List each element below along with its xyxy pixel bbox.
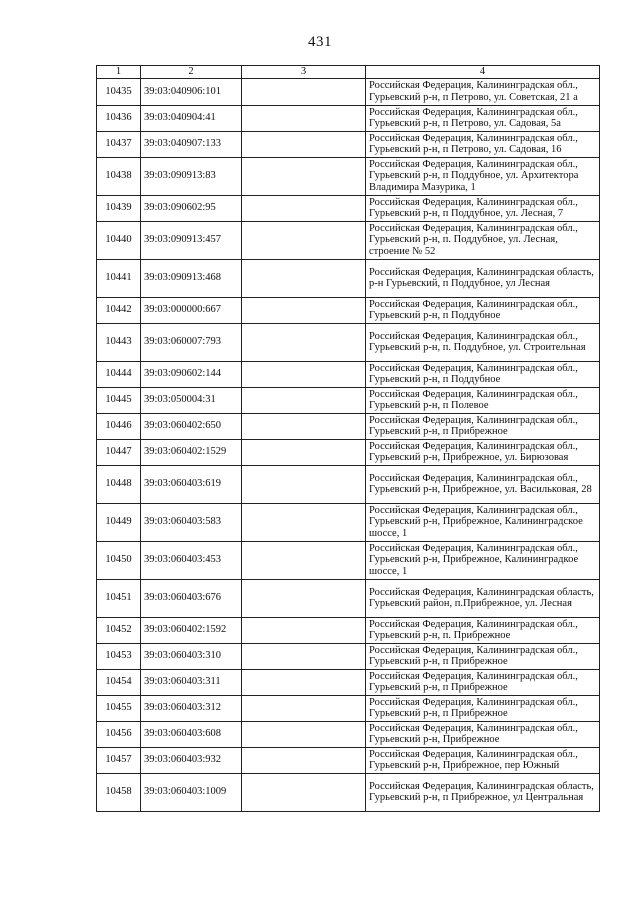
row-number-cell: 10438 <box>97 157 141 195</box>
table-row <box>97 157 600 195</box>
address-cell: Российская Федерация, Калининградская область, р-н Гурьевский, п Поддубное, ул Лесная <box>366 259 600 297</box>
empty-cell <box>242 773 366 811</box>
cadastral-number-cell: 39:03:040904:41 <box>141 105 242 131</box>
header-col-1: 1 <box>97 66 141 79</box>
row-number-cell: 10452 <box>97 617 141 643</box>
table-row <box>97 361 600 387</box>
header-col-2: 2 <box>141 66 242 79</box>
address-cell: Российская Федерация, Калининградская обл., Гурьевский р-н, п Прибрежное <box>366 413 600 439</box>
table-row <box>97 221 600 259</box>
table-row <box>97 259 600 297</box>
cadastral-number-cell: 39:03:060403:932 <box>141 747 242 773</box>
row-number-cell: 10448 <box>97 465 141 503</box>
row-number-cell: 10439 <box>97 195 141 221</box>
empty-cell <box>242 361 366 387</box>
table-row <box>97 297 600 323</box>
address-cell: Российская Федерация, Калининградская обл., Гурьевский р-н, п Поддубное <box>366 361 600 387</box>
table-row <box>97 78 600 105</box>
table-row <box>97 773 600 811</box>
row-number-cell: 10456 <box>97 721 141 747</box>
table-row <box>97 387 600 413</box>
address-cell: Российская Федерация, Калининградская обл., Гурьевский р-н, п Прибрежное <box>366 695 600 721</box>
cadastral-number-cell: 39:03:000000:667 <box>141 297 242 323</box>
row-number-cell: 10442 <box>97 297 141 323</box>
cadastral-number-cell: 39:03:050004:31 <box>141 387 242 413</box>
empty-cell <box>242 439 366 465</box>
address-cell: Российская Федерация, Калининградская обл., Гурьевский р-н, п. Поддубное, ул. Строительная <box>366 323 600 361</box>
cadastral-number-cell: 39:03:060403:311 <box>141 669 242 695</box>
row-number-cell: 10458 <box>97 773 141 811</box>
row-number-cell: 10437 <box>97 131 141 157</box>
address-cell: Российская Федерация, Калининградская обл., Гурьевский р-н, п Прибрежное <box>366 643 600 669</box>
cadastral-number-cell: 39:03:090913:83 <box>141 157 242 195</box>
empty-cell <box>242 131 366 157</box>
table-row <box>97 323 600 361</box>
header-row <box>97 66 600 79</box>
address-cell: Российская Федерация, Калининградская обл., Гурьевский р-н, п Полевое <box>366 387 600 413</box>
table-row <box>97 617 600 643</box>
table-row <box>97 747 600 773</box>
row-number-cell: 10435 <box>97 78 141 105</box>
cadastral-number-cell: 39:03:060403:453 <box>141 541 242 579</box>
empty-cell <box>242 297 366 323</box>
address-cell: Российская Федерация, Калининградская обл., Гурьевский р-н, Прибрежное, ул. Васильковая, 28 <box>366 465 600 503</box>
table-row <box>97 413 600 439</box>
cadastral-number-cell: 39:03:040907:133 <box>141 131 242 157</box>
table-row <box>97 465 600 503</box>
cadastral-number-cell: 39:03:090913:468 <box>141 259 242 297</box>
table-row <box>97 695 600 721</box>
row-number-cell: 10453 <box>97 643 141 669</box>
table-row <box>97 105 600 131</box>
cadastral-number-cell: 39:03:060403:1009 <box>141 773 242 811</box>
empty-cell <box>242 259 366 297</box>
table-row <box>97 721 600 747</box>
land-registry-table <box>96 65 600 812</box>
empty-cell <box>242 721 366 747</box>
cadastral-number-cell: 39:03:060402:650 <box>141 413 242 439</box>
row-number-cell: 10445 <box>97 387 141 413</box>
cadastral-number-cell: 39:03:060402:1529 <box>141 439 242 465</box>
address-cell: Российская Федерация, Калининградская обл., Гурьевский р-н, Прибрежное <box>366 721 600 747</box>
address-cell: Российская Федерация, Калининградская обл., Гурьевский р-н, п Петрово, ул. Советская, 21 а <box>366 78 600 105</box>
row-number-cell: 10440 <box>97 221 141 259</box>
address-cell: Российская Федерация, Калининградская обл., Гурьевский р-н, Прибрежное, пер Южный <box>366 747 600 773</box>
cadastral-number-cell: 39:03:060403:676 <box>141 579 242 617</box>
cadastral-number-cell: 39:03:040906:101 <box>141 78 242 105</box>
empty-cell <box>242 387 366 413</box>
address-cell: Российская Федерация, Калининградская обл., Гурьевский р-н, Прибрежное, ул. Бирюзовая <box>366 439 600 465</box>
cadastral-number-cell: 39:03:090913:457 <box>141 221 242 259</box>
address-cell: Российская Федерация, Калининградская обл., Гурьевский р-н, п Поддубное, ул. Лесная, 7 <box>366 195 600 221</box>
empty-cell <box>242 617 366 643</box>
row-number-cell: 10451 <box>97 579 141 617</box>
address-cell: Российская Федерация, Калининградская обл., Гурьевский р-н, п. Прибрежное <box>366 617 600 643</box>
cadastral-number-cell: 39:03:060007:793 <box>141 323 242 361</box>
cadastral-number-cell: 39:03:060403:310 <box>141 643 242 669</box>
row-number-cell: 10436 <box>97 105 141 131</box>
address-cell: Российская Федерация, Калининградская область, Гурьевский р-н, п Прибрежное, ул Центральная <box>366 773 600 811</box>
table-row <box>97 503 600 541</box>
empty-cell <box>242 695 366 721</box>
empty-cell <box>242 105 366 131</box>
address-cell: Российская Федерация, Калининградская область, Гурьевский район, п.Прибрежное, ул. Лесная <box>366 579 600 617</box>
address-cell: Российская Федерация, Калининградская обл., Гурьевский р-н, п Петрово, ул. Садовая, 5а <box>366 105 600 131</box>
empty-cell <box>242 579 366 617</box>
empty-cell <box>242 413 366 439</box>
address-cell: Российская Федерация, Калининградская обл., Гурьевский р-н, Прибрежное, Калининградское шоссе, 1 <box>366 503 600 541</box>
row-number-cell: 10446 <box>97 413 141 439</box>
table-body <box>97 78 600 811</box>
row-number-cell: 10441 <box>97 259 141 297</box>
empty-cell <box>242 669 366 695</box>
cadastral-number-cell: 39:03:060402:1592 <box>141 617 242 643</box>
empty-cell <box>242 323 366 361</box>
empty-cell <box>242 643 366 669</box>
address-cell: Российская Федерация, Калининградская обл., Гурьевский р-н, п Петрово, ул. Садовая, 16 <box>366 131 600 157</box>
row-number-cell: 10449 <box>97 503 141 541</box>
empty-cell <box>242 465 366 503</box>
table-row <box>97 131 600 157</box>
table-row <box>97 643 600 669</box>
row-number-cell: 10450 <box>97 541 141 579</box>
empty-cell <box>242 541 366 579</box>
row-number-cell: 10454 <box>97 669 141 695</box>
address-cell: Российская Федерация, Калининградская обл., Гурьевский р-н, п Поддубное <box>366 297 600 323</box>
row-number-cell: 10455 <box>97 695 141 721</box>
address-cell: Российская Федерация, Калининградская обл., Гурьевский р-н, п Поддубное, ул. Архитектора Владимира Мазурика, 1 <box>366 157 600 195</box>
empty-cell <box>242 157 366 195</box>
cadastral-number-cell: 39:03:060403:312 <box>141 695 242 721</box>
row-number-cell: 10444 <box>97 361 141 387</box>
cadastral-number-cell: 39:03:060403:619 <box>141 465 242 503</box>
empty-cell <box>242 747 366 773</box>
page-number: 431 <box>308 34 332 50</box>
row-number-cell: 10457 <box>97 747 141 773</box>
empty-cell <box>242 78 366 105</box>
row-number-cell: 10447 <box>97 439 141 465</box>
cadastral-number-cell: 39:03:090602:95 <box>141 195 242 221</box>
table-row <box>97 541 600 579</box>
cadastral-number-cell: 39:03:060403:608 <box>141 721 242 747</box>
cadastral-number-cell: 39:03:090602:144 <box>141 361 242 387</box>
row-number-cell: 10443 <box>97 323 141 361</box>
table-row <box>97 669 600 695</box>
table-row <box>97 195 600 221</box>
address-cell: Российская Федерация, Калининградская обл., Гурьевский р-н, Прибрежное, Калининградкое шоссе, 1 <box>366 541 600 579</box>
empty-cell <box>242 195 366 221</box>
address-cell: Российская Федерация, Калининградская обл., Гурьевский р-н, п. Поддубное, ул. Лесная, строение № 52 <box>366 221 600 259</box>
address-cell: Российская Федерация, Калининградская обл., Гурьевский р-н, п Прибрежное <box>366 669 600 695</box>
table-row <box>97 439 600 465</box>
table-row <box>97 579 600 617</box>
cadastral-number-cell: 39:03:060403:583 <box>141 503 242 541</box>
header-col-3: 3 <box>242 66 366 79</box>
empty-cell <box>242 503 366 541</box>
empty-cell <box>242 221 366 259</box>
header-col-4: 4 <box>366 66 600 79</box>
